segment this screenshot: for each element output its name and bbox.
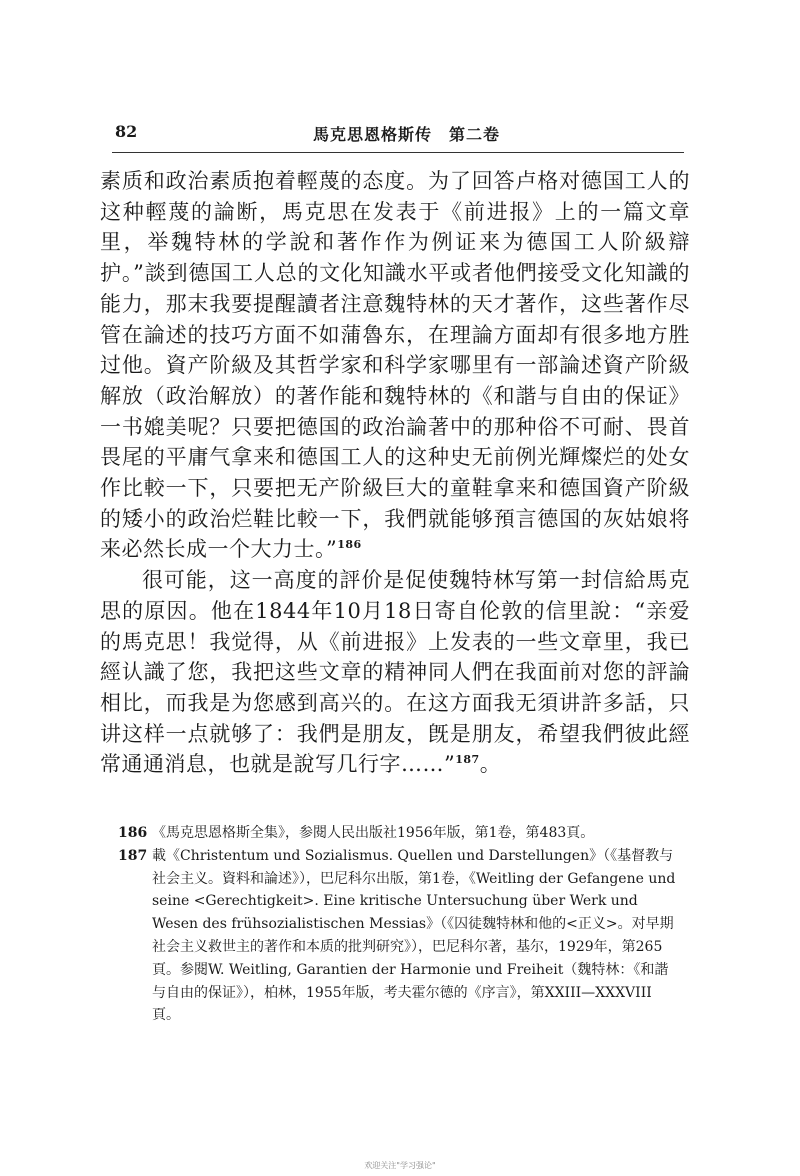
paragraph-text: 很可能，这一高度的評价是促使魏特林写第一封信給馬克思的原因。他在1844年10月18日寄自伦敦的信里說：“亲爱的馬克思！我觉得，从《前进报》上发表的一些文章里，我已經认識了您，我把这些文章的精神同人們在我面前对您的評論相比，而我是为您感到高兴的。在这方面我无須讲許多話，只讲这样一点就够了：我們是朋友，旣是朋友，希望我們彼此經常通通消息，也就是說写几行字……”	[100, 568, 690, 777]
paragraph	[100, 565, 690, 780]
footnote-ref[interactable]: 186	[337, 538, 362, 552]
footnote-number: 186	[118, 825, 148, 841]
paragraph	[100, 166, 690, 565]
page-header	[115, 122, 680, 146]
header-rule	[112, 152, 684, 153]
body-text	[100, 166, 690, 780]
footnote	[118, 822, 678, 845]
page-number: 82	[115, 122, 138, 141]
footnote-text: 載《Christentum und Sozialismus. Quellen und Darstellungen》（《基督教与社会主义。資料和論述》），巴尼科尔出版，第1卷，《Weitling der Gefangene und seine <Gerechtigkeit>. Eine kritische Untersuchung über Werk und Wesen des frühsozialistischen Messias》（《囚徒魏特林和他的<正义>。对早期社会主义救世主的著作和本质的批判研究》），巴尼科尔著，基尔，1929年，第265頁。参閱W. Weitling, Garantien der Harmonie und Freiheit（魏特林：《和諧与自由的保证》），柏林，1955年版，考夫霍尔德的《序言》，第XXIII—XXXVIII頁。	[152, 847, 676, 1024]
footnote	[118, 845, 678, 1027]
footnote-number: 187	[118, 847, 148, 864]
footnote-text: 《馬克思恩格斯全集》，参閱人民出版社1956年版，第1卷，第483頁。	[152, 825, 595, 841]
footnotes	[118, 822, 678, 1027]
footnote-ref[interactable]: 187	[455, 753, 480, 767]
running-title: 馬克思恩格斯传 第二卷	[313, 125, 501, 144]
footer-watermark: 欢迎关注"学习强论"	[364, 1161, 436, 1170]
paragraph-text: 素质和政治素质抱着輕蔑的态度。为了回答卢格对德国工人的这种輕蔑的論断，馬克思在发表于《前进报》上的一篇文章里，举魏特林的学說和著作作为例证来为德国工人阶級辯护。”談到德国工人总的文化知識水平或者他們接受文化知識的能力，那末我要提醒讀者注意魏特林的天才著作，这些著作尽管在論述的技巧方面不如蒲魯东，在理論方面却有很多地方胜过他。資产阶級及其哲学家和科学家哪里有一部論述資产阶級解放（政治解放）的著作能和魏特林的《和諧与自由的保证》一书媲美呢？只要把德国的政治論著中的那种俗不可耐、畏首畏尾的平庸气拿来和德国工人的这种史无前例光輝燦烂的处女作比較一下，只要把无产阶級巨大的童鞋拿来和德国資产阶級的矮小的政治烂鞋比較一下，我們就能够預言德国的灰姑娘将来必然长成一个大力士。”	[100, 169, 690, 562]
paragraph-end-mark: 。	[479, 752, 502, 777]
